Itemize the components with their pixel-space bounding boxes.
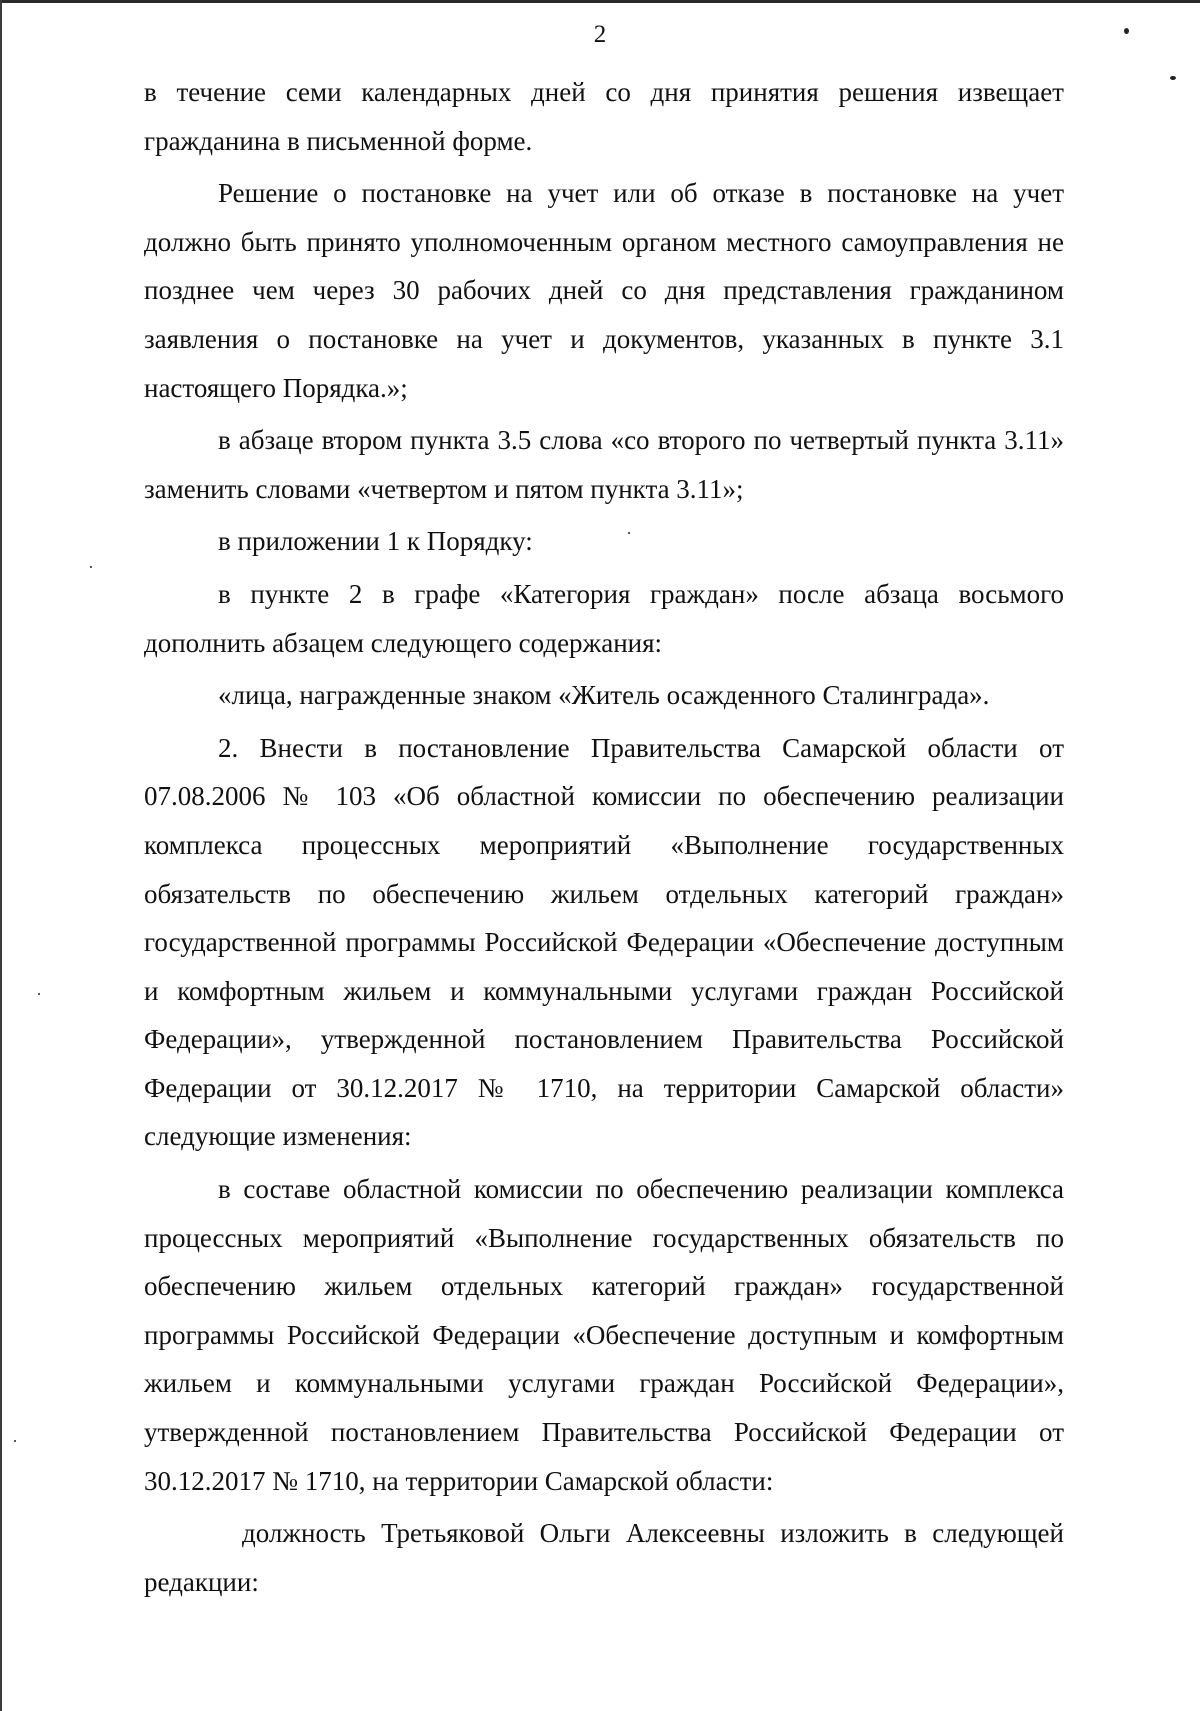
scan-dot	[1170, 76, 1176, 80]
paragraph-8: в составе областной комиссии по обеспечению реализации комплекса процессных мероприятий «Выполнение государственных обязательств по обеспечению жильем отдельных категорий граждан» государственной программы Российской Федерации «Обеспечение доступным и комфортным жильем и коммунальными услугами граждан Российской Федерации», утвержденной постановлением Правительства Российской Федерации от 30.12.2017 № 1710, на территории Самарской области:	[144, 1174, 1064, 1496]
paragraph-9: должность Третьяковой Ольги Алексеевны изложить в следующей редакции:	[144, 1518, 1064, 1597]
paragraph-4: в приложении 1 к Порядку:	[218, 526, 533, 557]
document-body	[144, 68, 1064, 1606]
paragraph-5: в пункте 2 в графе «Категория граждан» после абзаца восьмого дополнить абзацем следующего содержания:	[144, 578, 1064, 658]
scan-dot	[38, 993, 40, 995]
page-number: 2	[593, 21, 607, 48]
paragraph-7: 2. Внести в постановление Правительства Самарской области от 07.08.2006 № 103 «Об областной комиссии по обеспечению реализации комплекса процессных мероприятий «Выполнение государственных обязательств по обеспечению жильем отдельных категорий граждан» государственной программы Российской Федерации «Обеспечение доступным и комфортным жильем и коммунальными услугами граждан Российской Федерации», утвержденной постановлением Правительства Российской Федерации от 30.12.2017 № 1710, на территории Самарской области» следующие изменения:	[144, 732, 1064, 1152]
scan-dot	[90, 566, 92, 568]
paragraph-2: Решение о постановке на учет или об отказе в постановке на учет должно быть принято уполномоченным органом местного самоуправления не позднее чем через 30 рабочих дней со дня представления гражданином заявления о постановке на учет и документов, указанных в пункте 3.1 настоящего Порядка.»;	[144, 178, 1064, 403]
paragraph-3: в абзаце втором пункта 3.5 слова «со второго по четвертый пункта 3.11» заменить словами «четвертом и пятом пункта 3.11»;	[144, 425, 1064, 504]
scan-dot	[14, 1440, 16, 1442]
paragraph-6: «лица, награжденные знаком «Житель осажденного Сталинграда».	[218, 680, 990, 711]
paragraph-1: в течение семи календарных дней со дня принятия решения извещает гражданина в письменной форме.	[144, 77, 1064, 156]
scan-edge-top	[0, 0, 1200, 3]
scan-edge-left	[0, 0, 2, 1711]
